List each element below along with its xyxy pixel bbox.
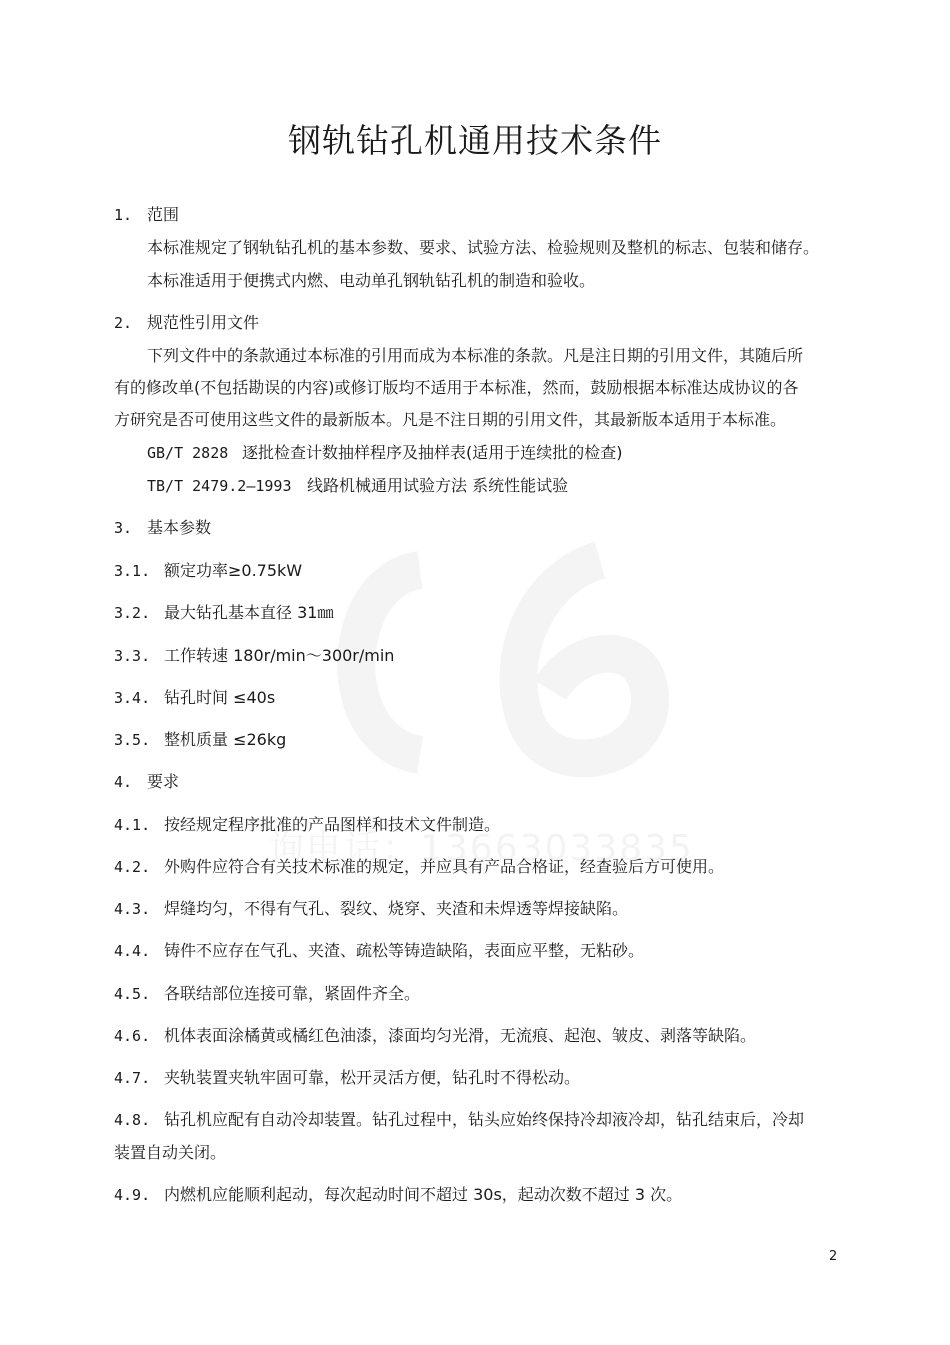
reference-gbt-2828: GB/T 2828 逐批检查计数抽样程序及抽样表(适用于连续批的检查)	[147, 443, 623, 462]
section-1-paragraph-2: 本标准适用于便携式内燃、电动单孔钢轨钻孔机的制造和验收。	[147, 271, 596, 290]
reference-tbt-2479: TB/T 2479.2—1993 线路机械通用试验方法 系统性能试验	[147, 476, 569, 495]
section-2-paragraph-line-1: 下列文件中的条款通过本标准的引用而成为本标准的条款。凡是注日期的引用文件，其随后所	[147, 346, 804, 365]
requirement-4-1: 4.1. 按经规定程序批准的产品图样和技术文件制造。	[114, 815, 501, 834]
param-3-5: 3.5. 整机质量 ≤26kg	[114, 730, 287, 749]
section-2-paragraph-line-3: 方研究是否可使用这些文件的最新版本。凡是不注日期的引用文件，其最新版本适用于本标准。	[114, 410, 787, 429]
section-2-paragraph-line-2: 有的修改单(不包括勘误的内容)或修订版均不适用于本标准，然而，鼓励根据本标准达成协议的各	[114, 378, 799, 397]
param-3-1: 3.1. 额定功率≥0.75kW	[114, 561, 303, 580]
param-3-3: 3.3. 工作转速 180r/min～300r/min	[114, 646, 395, 665]
param-3-4: 3.4. 钻孔时间 ≤40s	[114, 688, 276, 707]
page-number: 2	[829, 1249, 838, 1264]
requirement-4-2: 4.2. 外购件应符合有关技术标准的规定，并应具有产品合格证，经查验后方可使用。	[114, 857, 725, 876]
requirement-4-9: 4.9. 内燃机应能顺利起动，每次起动时间不超过 30s，起动次数不超过 3 次。	[114, 1185, 683, 1204]
document-title: 钢轨钻孔机通用技术条件	[288, 121, 662, 160]
section-1-heading: 1. 范围	[114, 205, 180, 224]
section-3-heading: 3. 基本参数	[114, 518, 212, 537]
requirement-4-8-continued: 装置自动关闭。	[114, 1143, 227, 1162]
param-3-2: 3.2. 最大钻孔基本直径 31㎜	[114, 603, 334, 622]
requirement-4-5: 4.5. 各联结部位连接可靠，紧固件齐全。	[114, 984, 421, 1003]
requirement-4-6: 4.6. 机体表面涂橘黄或橘红色油漆，漆面均匀光滑，无流痕、起泡、皱皮、剥落等缺陷。	[114, 1026, 757, 1045]
requirement-4-7: 4.7. 夹轨装置夹轨牢固可靠，松开灵活方便，钻孔时不得松动。	[114, 1068, 581, 1087]
requirement-4-8: 4.8. 钻孔机应配有自动冷却装置。钻孔过程中，钻头应始终保持冷却液冷却，钻孔结束后，冷却	[114, 1110, 805, 1129]
requirement-4-4: 4.4. 铸件不应存在气孔、夹渣、疏松等铸造缺陷，表面应平整，无粘砂。	[114, 941, 645, 960]
section-2-heading: 2. 规范性引用文件	[114, 313, 260, 332]
section-4-heading: 4. 要求	[114, 772, 180, 791]
requirement-4-3: 4.3. 焊缝均匀，不得有气孔、裂纹、烧穿、夹渣和未焊透等焊接缺陷。	[114, 899, 629, 918]
section-1-paragraph-1: 本标准规定了钢轨钻孔机的基本参数、要求、试验方法、检验规则及整机的标志、包装和储存。	[147, 238, 820, 257]
